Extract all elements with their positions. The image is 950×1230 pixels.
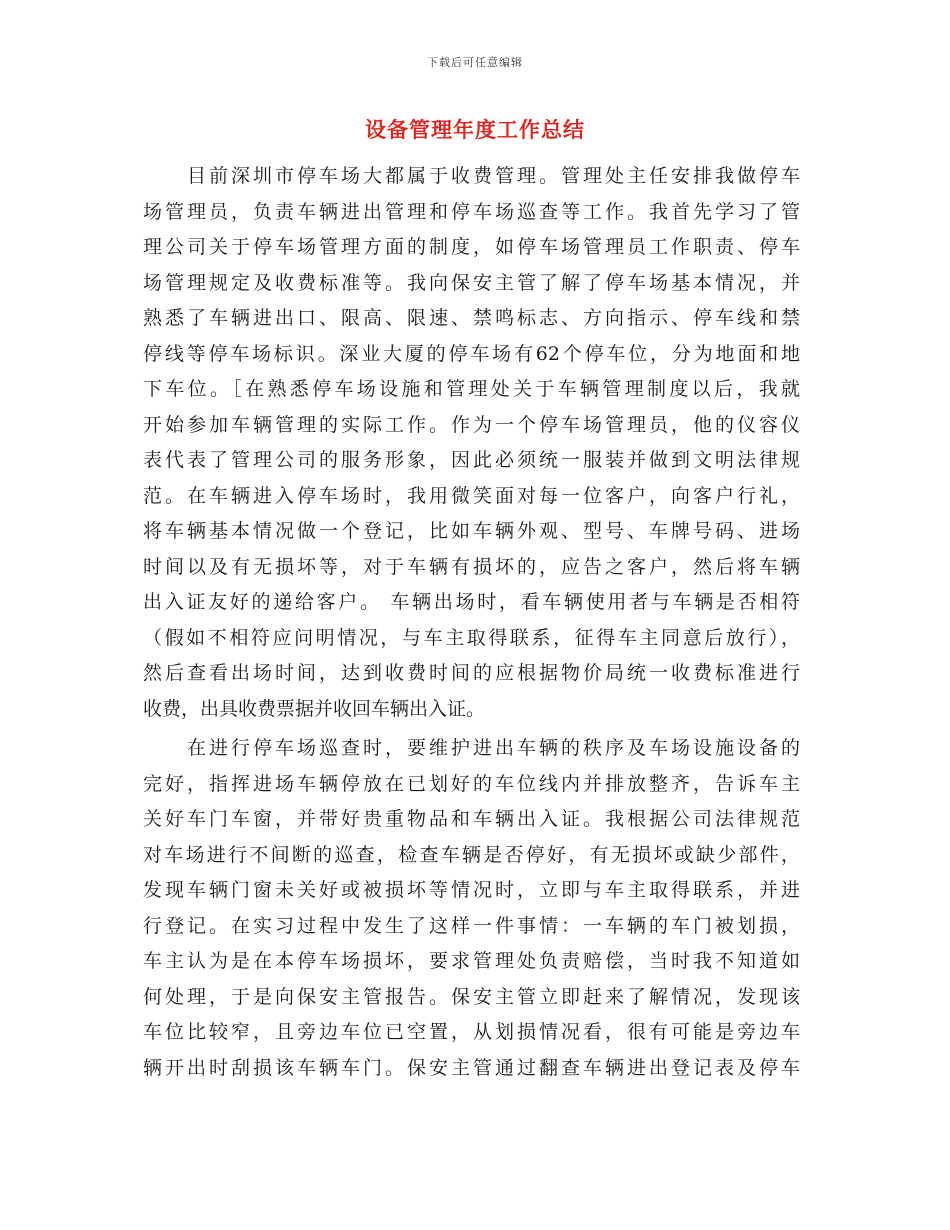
- text-line: 车主认为是在本停车场损坏，要求管理处负责赔偿，当时我不知道如: [143, 950, 800, 972]
- text-line: 理公司关于停车场管理方面的制度，如停车场管理员工作职责、停车: [143, 236, 800, 258]
- text-line: 场管理员，负责车辆进出管理和停车场巡查等工作。我首先学习了管: [143, 200, 800, 223]
- document-title: 设备管理年度工作总结: [365, 117, 585, 142]
- text-line: 场管理规定及收费标准等。我向保安主管了解了停车场基本情况，并: [143, 271, 800, 294]
- text-line: （假如不相符应问明情况，与车主取得联系，征得车主同意后放行），: [143, 626, 800, 649]
- text-line: 何处理，于是向保安主管报告。保安主管立即赶来了解情况，发现该: [143, 985, 800, 1008]
- text-line: 完好，指挥进场车辆停放在已划好的车位线内并排放整齐，告诉车主: [143, 772, 800, 795]
- paragraph: [143, 731, 800, 1086]
- text-line: 熟悉了车辆进出口、限高、限速、禁鸣标志、方向指示、停车线和禁: [143, 307, 800, 329]
- text-line: 表代表了管理公司的服务形象，因此必须统一服装并做到文明法律规: [143, 449, 800, 471]
- document-body: [143, 159, 800, 1086]
- paragraph: [143, 159, 800, 727]
- text-line: 时间以及有无损坏等，对于车辆有损坏的，应告之客户，然后将车辆: [143, 555, 800, 578]
- header-note: 下载后可任意编辑: [427, 56, 523, 69]
- text-line: 发现车辆门窗未关好或被损坏等情况时，立即与车主取得联系，并进: [143, 879, 800, 901]
- text-line: 然后查看出场时间，达到收费时间的应根据物价局统一收费标准进行: [143, 662, 800, 684]
- text-line: 辆开出时刮损该车辆车门。保安主管通过翻查车辆进出登记表及停车: [143, 1056, 800, 1079]
- text-line: 范。在车辆进入停车场时，我用微笑面对每一位客户，向客户行礼，: [143, 484, 800, 507]
- text-line: 下车位。［在熟悉停车场设施和管理处关于车辆管理制度以后，我就: [143, 378, 800, 400]
- text-line: 收费，出具收费票据并收回车辆出入证。: [143, 697, 486, 720]
- text-line: 目前深圳市停车场大都属于收费管理。管理处主任安排我做停车: [143, 165, 800, 187]
- text-line: 车位比较窄，且旁边车位已空置，从划损情况看，很有可能是旁边车: [143, 1021, 800, 1043]
- text-line: 开始参加车辆管理的实际工作。作为一个停车场管理员，他的仪容仪: [143, 413, 800, 436]
- text-line: 停线等停车场标识。深业大厦的停车场有62个停车位，分为地面和地: [143, 342, 800, 365]
- text-line: 将车辆基本情况做一个登记，比如车辆外观、型号、车牌号码、进场: [143, 520, 800, 542]
- text-line: 出入证友好的递给客户。 车辆出场时，看车辆使用者与车辆是否相符: [143, 591, 800, 613]
- text-line: 在进行停车场巡查时，要维护进出车辆的秩序及车场设施设备的: [143, 737, 800, 759]
- text-line: 关好车门车窗，并带好贵重物品和车辆出入证。我根据公司法律规范: [143, 808, 800, 830]
- text-line: 行登记。在实习过程中发生了这样一件事情：一车辆的车门被划损，: [143, 914, 800, 937]
- text-line: 对车场进行不间断的巡查，检查车辆是否停好，有无损坏或缺少部件，: [143, 843, 800, 866]
